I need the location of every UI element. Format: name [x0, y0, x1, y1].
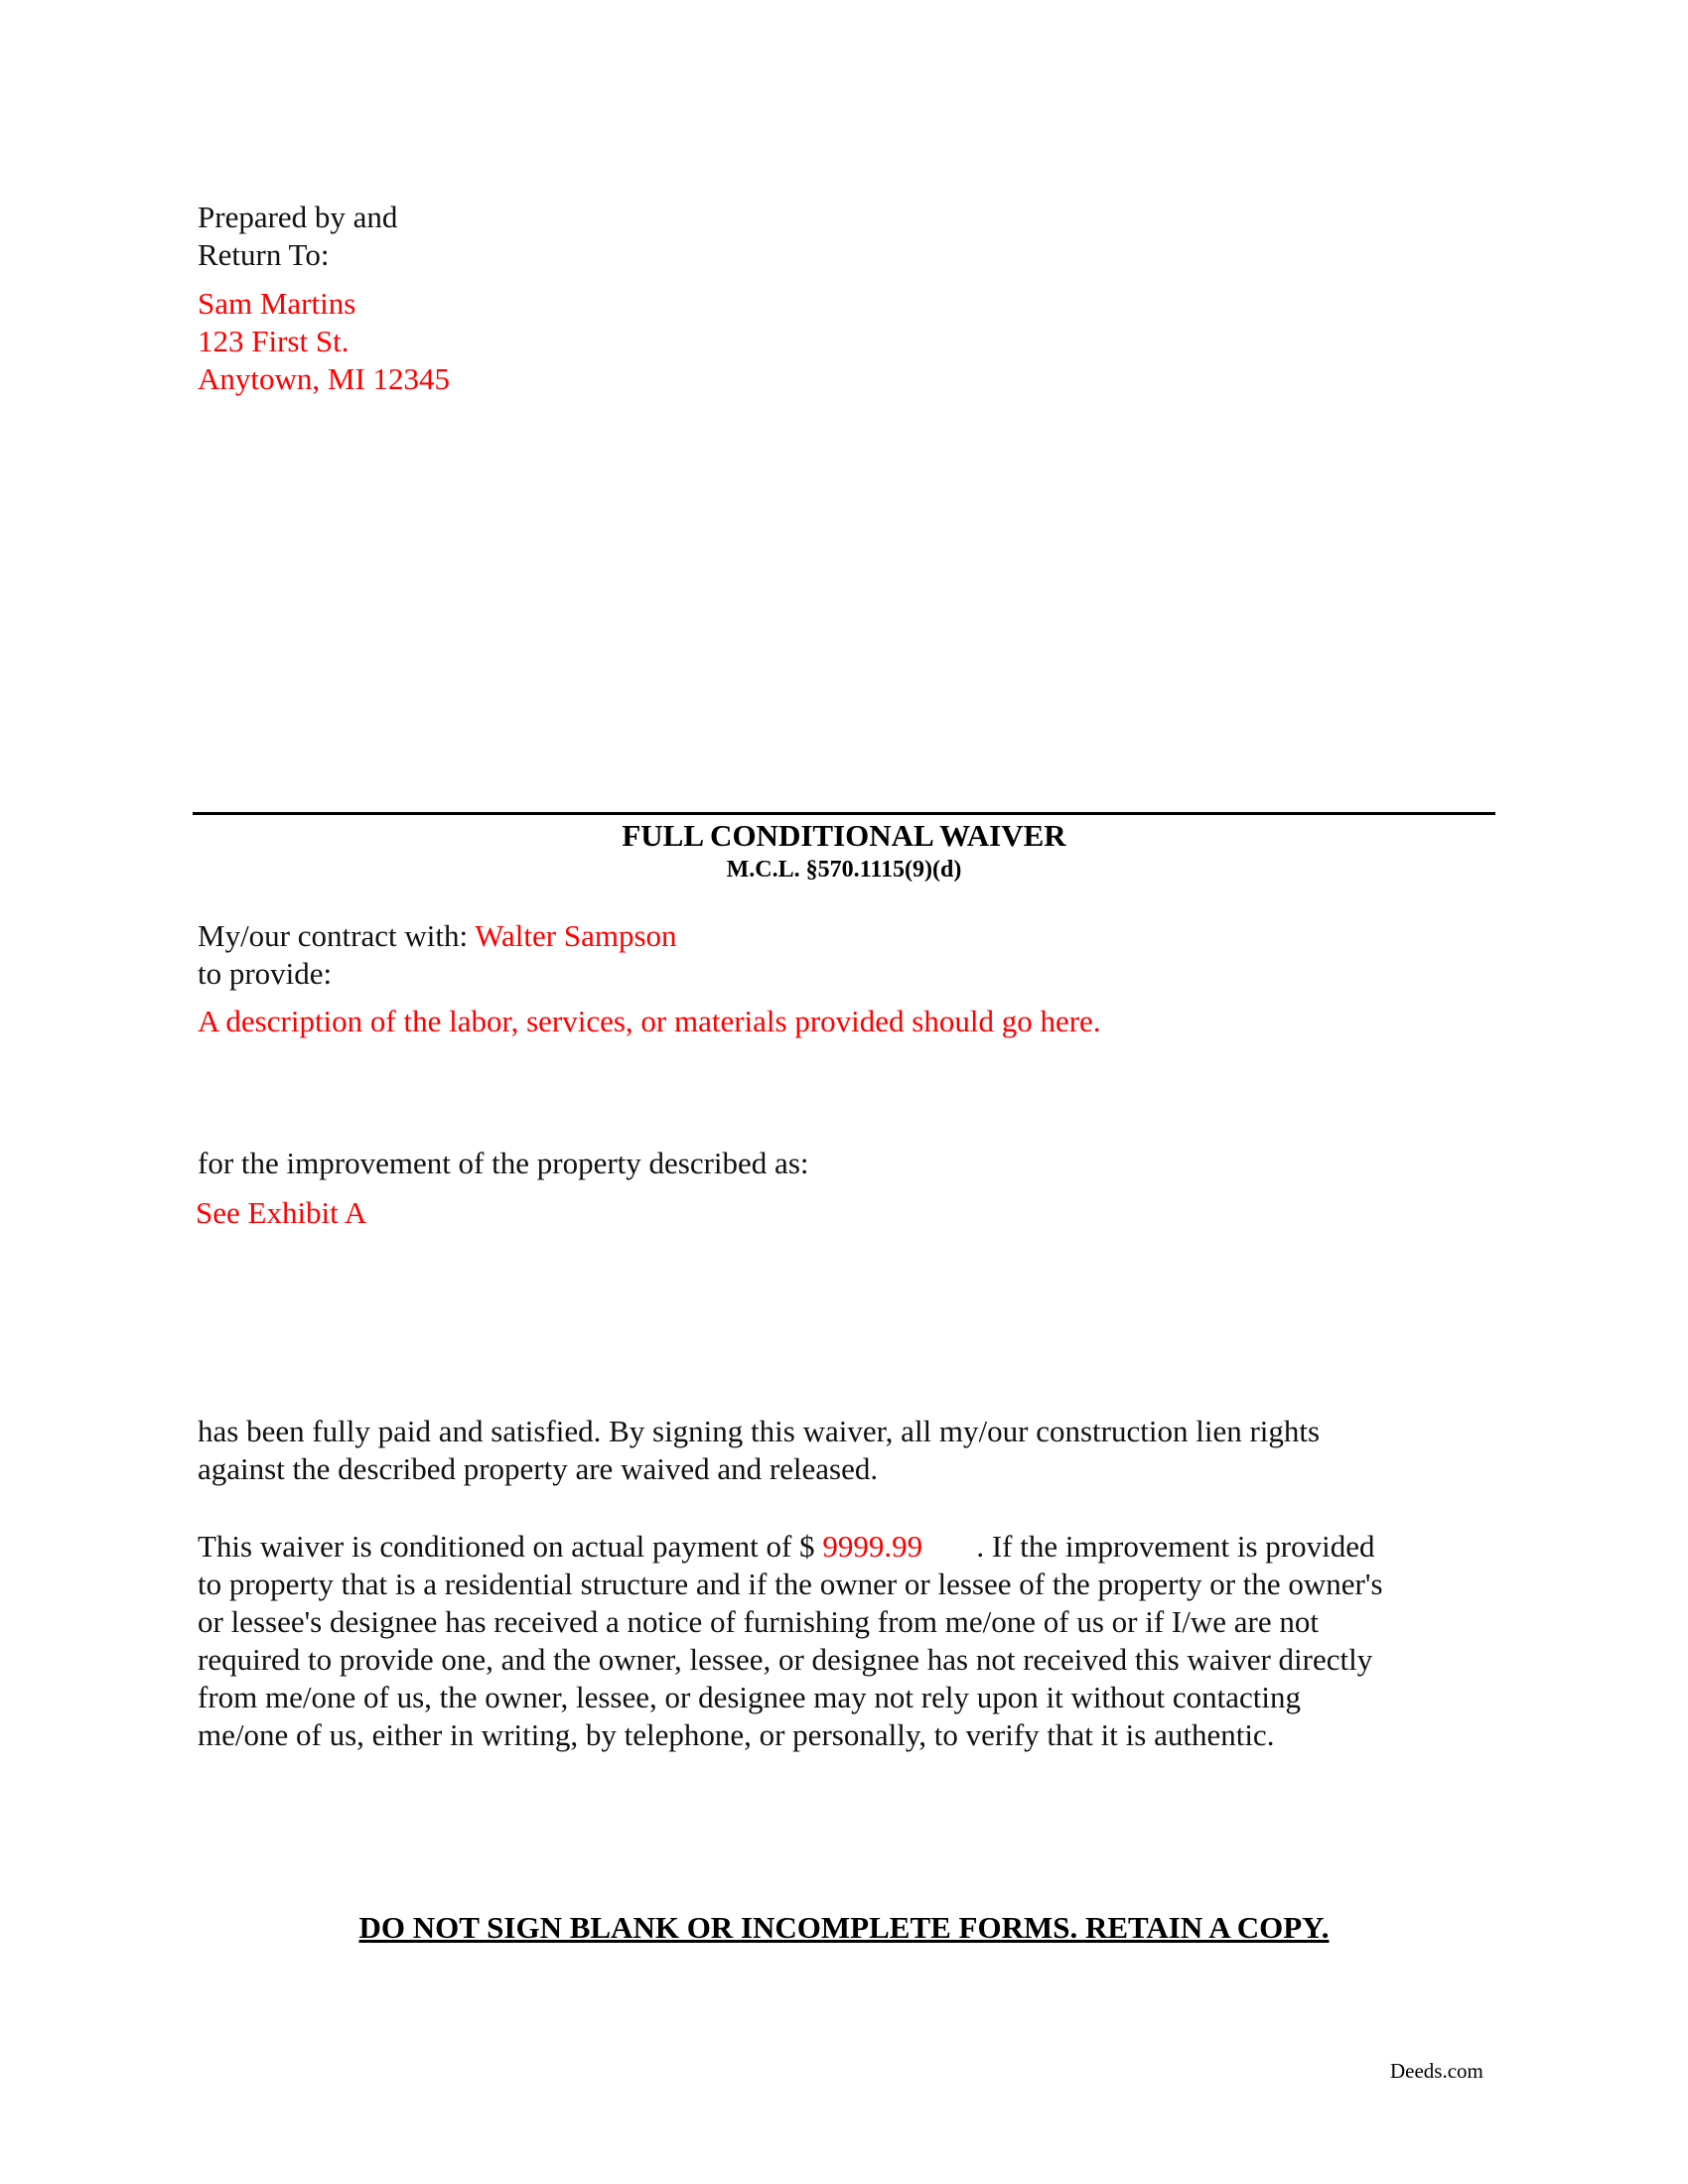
prepared-by-block	[198, 199, 397, 274]
header-divider	[193, 812, 1495, 815]
paragraph-line: or lessee's designee has received a notice of furnishing from me/one of us or if I/we are not	[198, 1604, 1319, 1639]
paragraph-line	[198, 1528, 1383, 1566]
contract-party: Walter Sampson	[475, 918, 677, 953]
paid-satisfied-paragraph	[198, 1413, 1320, 1488]
paragraph-line: from me/one of us, the owner, lessee, or designee may not rely upon it without contacting	[198, 1680, 1302, 1714]
return-street: 123 First St.	[198, 324, 350, 358]
payment-amount: 9999.99	[822, 1529, 923, 1564]
payment-tail: . If the improvement is provided	[976, 1529, 1375, 1564]
paragraph-line: required to provide one, and the owner, lessee, or designee has not received this waiver directly	[198, 1642, 1373, 1677]
property-description: See Exhibit A	[196, 1195, 367, 1230]
paragraph-line: to property that is a residential structure and if the owner or lessee of the property or the owner's	[198, 1567, 1383, 1601]
services-description: A description of the labor, services, or materials provided should go here.	[198, 1004, 1101, 1038]
paragraph-line: me/one of us, either in writing, by telephone, or personally, to verify that it is authentic.	[198, 1717, 1275, 1752]
signing-warning: DO NOT SIGN BLANK OR INCOMPLETE FORMS. RETAIN A COPY.	[358, 1910, 1330, 1945]
paragraph-line: has been fully paid and satisfied. By signing this waiver, all my/our construction lien rights	[198, 1414, 1321, 1448]
return-name: Sam Martins	[198, 286, 356, 321]
paragraph-line: against the described property are waived and released.	[198, 1451, 879, 1486]
contract-label: My/our contract with:	[198, 918, 469, 953]
to-provide-label: to provide:	[198, 956, 333, 991]
return-to-label: Return To:	[198, 237, 330, 272]
form-title: FULL CONDITIONAL WAIVER	[622, 818, 1066, 853]
improvement-intro: for the improvement of the property described as:	[198, 1146, 809, 1180]
prepared-by-label: Prepared by and	[198, 200, 398, 234]
return-address-block	[198, 285, 450, 398]
payment-lead: This waiver is conditioned on actual payment of $	[198, 1529, 815, 1564]
return-city-state-zip: Anytown, MI 12345	[198, 361, 451, 396]
footer-brand: Deeds.com	[1390, 2059, 1483, 2083]
form-citation: M.C.L. §570.1115(9)(d)	[726, 857, 962, 883]
contract-line	[198, 917, 677, 955]
condition-paragraph	[198, 1528, 1383, 1754]
